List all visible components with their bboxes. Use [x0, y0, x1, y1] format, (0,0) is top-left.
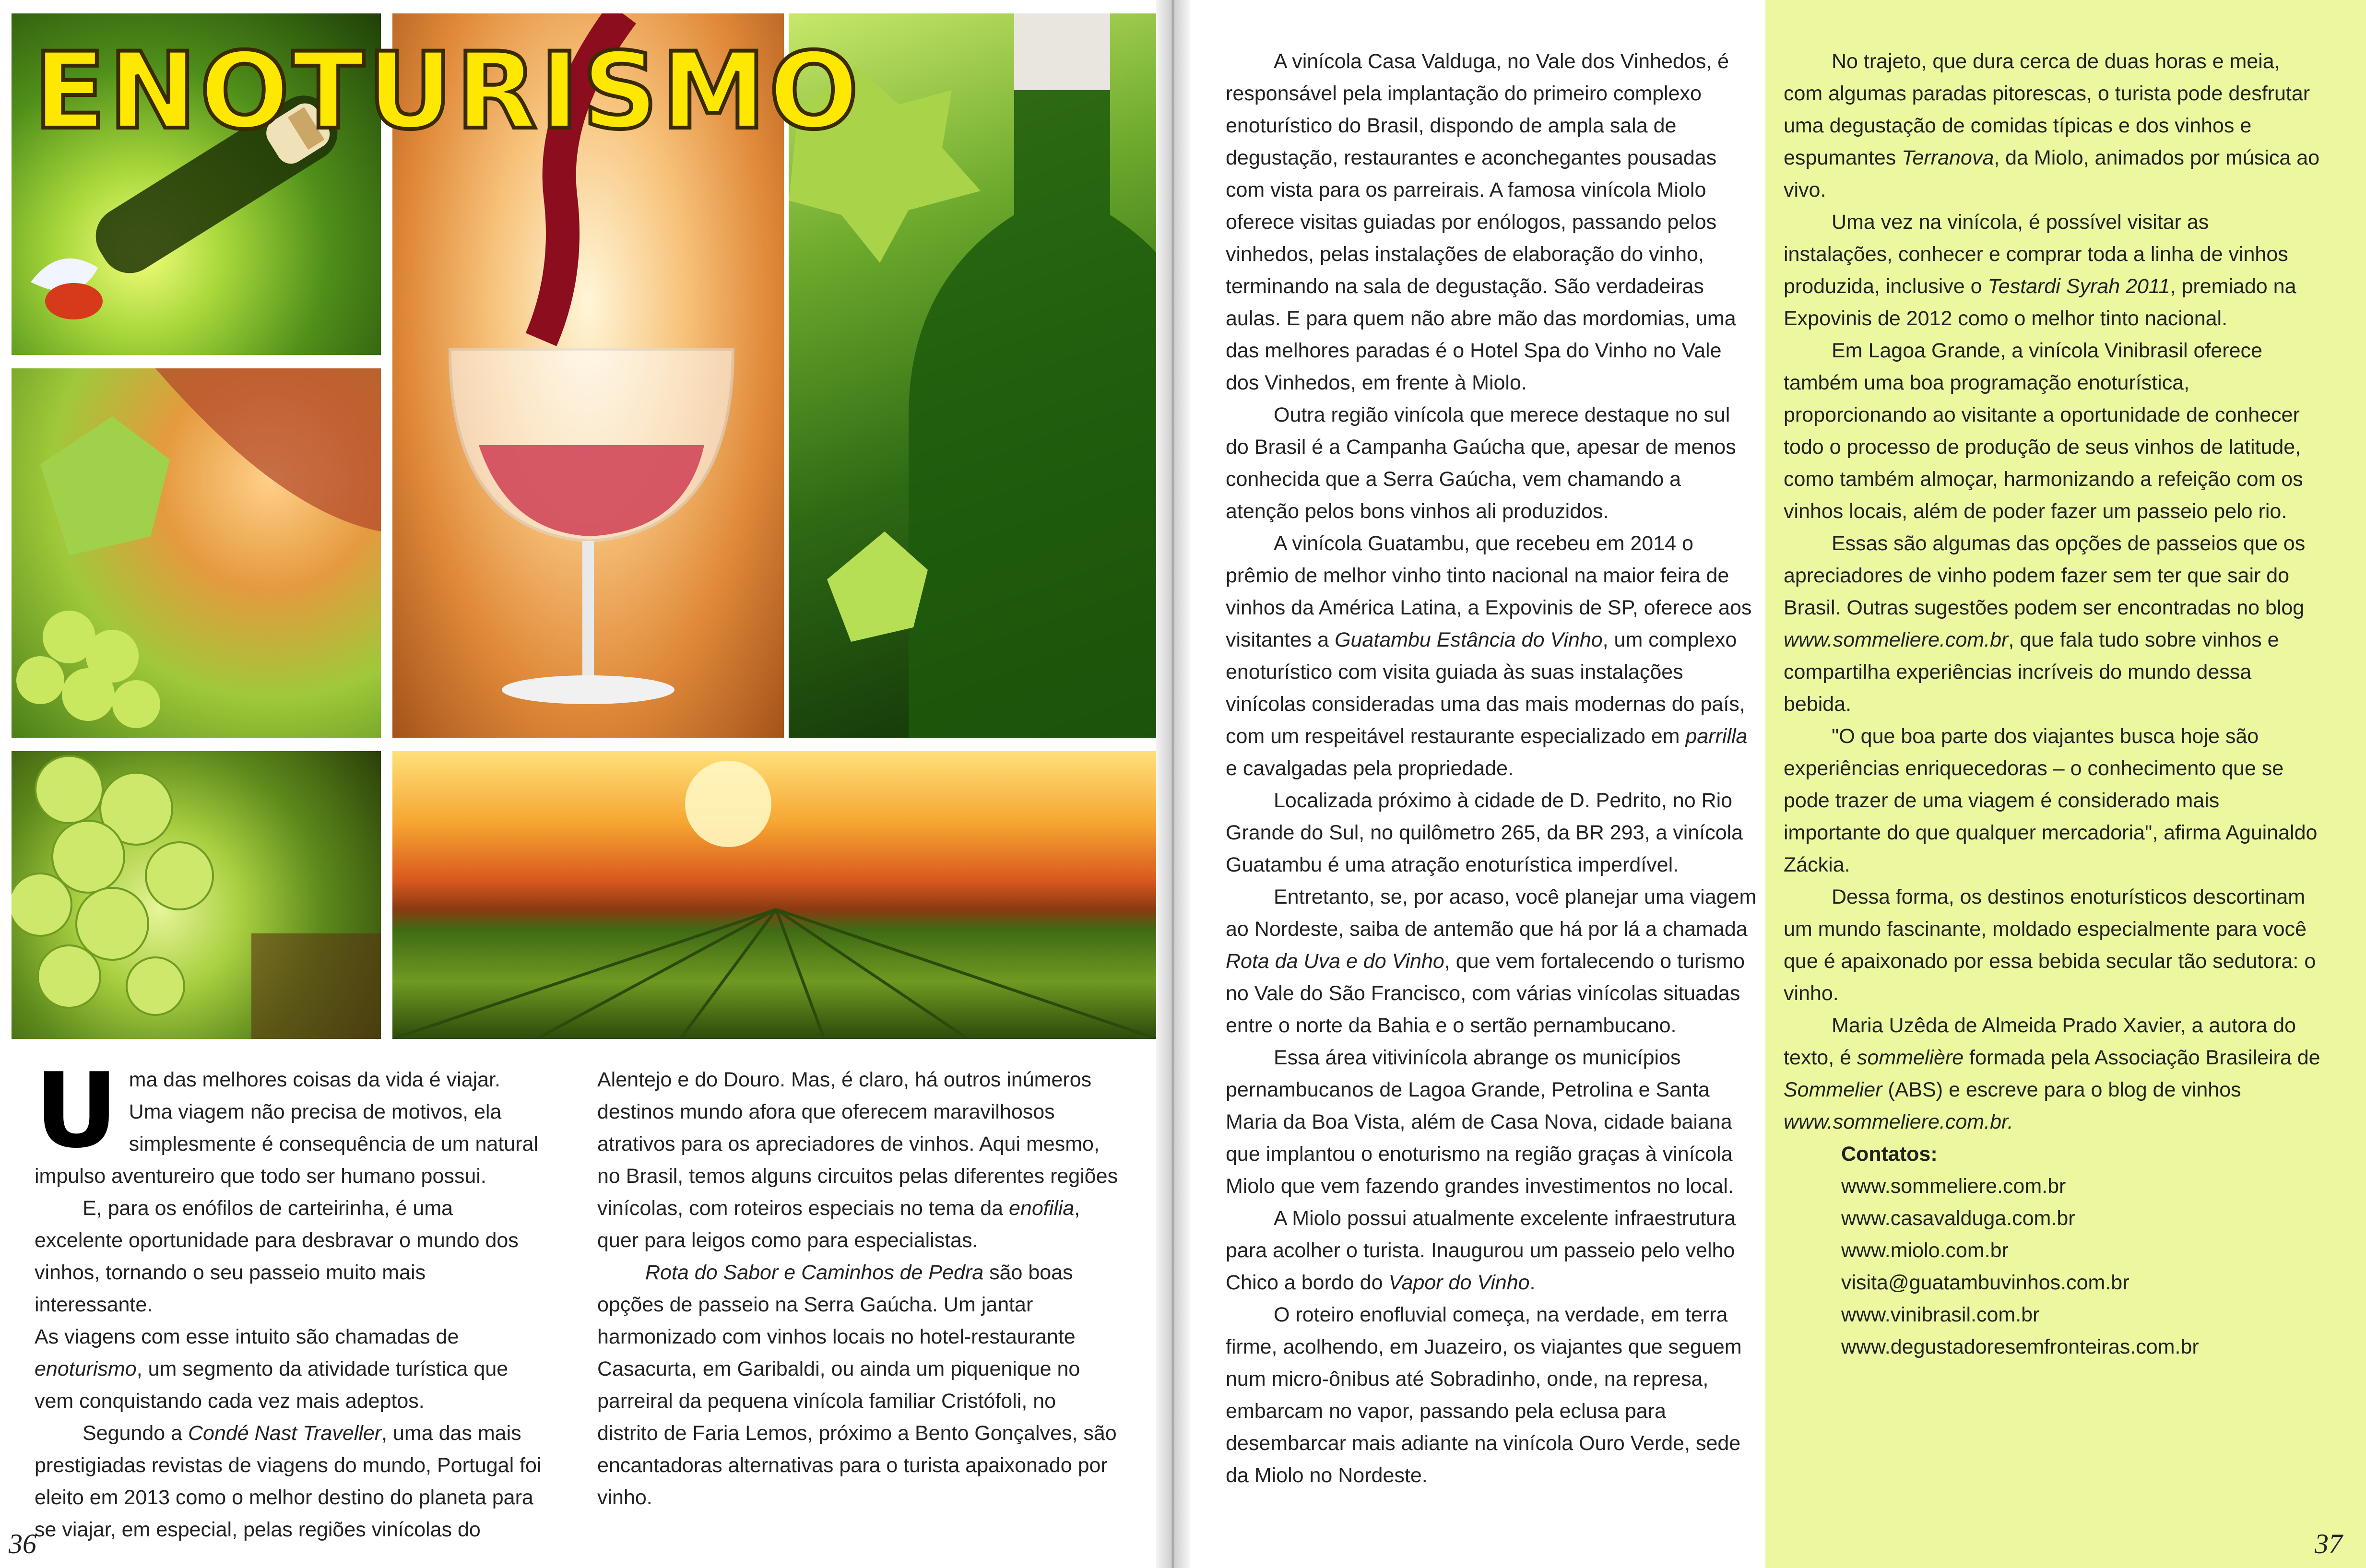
paragraph: Uma vez na vinícola, é possível visitar as instalações, conhecer e comprar toda a linha de vinhos produzida, inclusive o Testardi Syrah 2011, premiado na Expovinis de 2012 como o melhor tinto nacional.: [1784, 211, 2296, 330]
right-column-1: [1226, 46, 1758, 1492]
paragraph: Alentejo e do Douro. Mas, é claro, há outros inúmeros destinos mundo afora que oferecem maravilhosos atrativos para os apreciadores de vinhos. Aqui mesmo, no Brasil, temos alguns circuitos pelas diferentes regiões vinícolas, com roteiros especiais no tema da enofilia, quer para leigos como para especialistas.: [597, 1068, 1118, 1252]
page-gutter: [1156, 0, 1190, 1568]
contact-link[interactable]: www.casavalduga.com.br: [1841, 1207, 2075, 1230]
paragraph: A vinícola Guatambu, que recebeu em 2014 o prêmio de melhor vinho tinto nacional na maior feira de vinhos da América Latina, a Expovinis de SP, oferece aos visitantes a Guatambu Estância do Vinho, um complexo enoturístico com visita guiada às suas instalações vinícolas consideradas uma das mais modernas do país, com um respeitável restaurante especializado em parrilla e cavalgadas pela propriedade.: [1226, 532, 1752, 780]
paragraph: A vinícola Casa Valduga, no Vale dos Vinhedos, é responsável pela implantação do primeiro complexo enoturístico do Brasil, dispondo de ampla sala de degustação, restaurantes e aconchegantes pousadas com vista para os parreirais. A famosa vinícola Miolo oferece visitas guiadas por enólogos, passando pelos vinhedos, pelas instalações de elaboração do vinho, terminando na sala de degustação. São verdadeiras aulas. E para quem não abre mão das mordomias, uma das melhores paradas é o Hotel Spa do Vinho no Vale dos Vinhedos, em frente à Miolo.: [1226, 50, 1736, 394]
paragraph: Essas são algumas das opções de passeios que os apreciadores de vinho podem fazer sem ter que sair do Brasil. Outras sugestões podem ser encontradas no blog www.sommeliere.com.br, que fala tudo sobre vinhos e compartilha experiências incríveis do mundo dessa bebida.: [1784, 532, 2306, 716]
paragraph: E, para os enófilos de carteirinha, é uma excelente oportunidade para desbravar o mundo dos vinhos, tornando o seu passeio muito mais interessante.: [35, 1197, 519, 1316]
paragraph: Dessa forma, os destinos enoturísticos descortinam um mundo fascinante, moldado especialmente para você que é apaixonado por essa bebida secular tão sedutora: o vinho.: [1784, 885, 2316, 1005]
page-number-left: 36: [9, 1528, 36, 1559]
vineyard-sunset-photo: [392, 751, 1157, 1039]
contact-link[interactable]: www.vinibrasil.com.br: [1841, 1303, 2040, 1326]
paragraph: Segundo a Condé Nast Traveller, uma das mais prestigiadas revistas de viagens do mundo, Portugal foi eleito em 2013 como o melhor destino do planeta para se viajar, em especial, pelas regiões vinícolas do: [35, 1422, 542, 1541]
paragraph: Em Lagoa Grande, a vinícola Vinibrasil oferece também uma boa programação enoturística, proporcionando ao visitante a oportunidade de conhecer todo o processo de produção de seus vinhos de latitude, como também almoçar, harmonizando a refeição com os vinhos locais, além de poder fazer um passeio pelo rio.: [1784, 339, 2303, 523]
article-title: ENOTURISMO: [34, 30, 862, 153]
paragraph: ma das melhores coisas da vida é viajar. Uma viagem não precisa de motivos, ela simplesmente é consequência de um natural impulso aventureiro que todo ser humano possui.: [35, 1068, 538, 1188]
contact-link[interactable]: www.degustadoresemfronteiras.com.br: [1841, 1335, 2199, 1358]
left-page: [0, 0, 1171, 1568]
green-grapes-photo: [12, 751, 381, 1039]
paragraph: No trajeto, que dura cerca de duas horas e meia, com algumas paradas pitorescas, o turista pode desfrutar uma degustação de comidas típicas e dos vinhos e espumantes Terranova, da Miolo, animados por música ao vivo.: [1784, 50, 2320, 201]
paragraph: "O que boa parte dos viajantes busca hoje são experiências enriquecedoras – o conhecimento que se pode trazer de uma viagem é considerado mais importante do que qualquer mercadoria", afirma Aguinaldo Záckia.: [1784, 725, 2318, 876]
contact-link[interactable]: www.sommeliere.com.br: [1841, 1175, 2066, 1198]
contacts-title: Contatos:: [1841, 1143, 1938, 1166]
drop-cap: U: [35, 1050, 118, 1171]
paragraph: Outra região vinícola que merece destaque no sul do Brasil é a Campanha Gaúcha que, apesar de menos conhecida que a Serra Gaúcha, vem chamando a atenção pelos bons vinhos ali produzidos.: [1226, 403, 1736, 523]
paragraph: A Miolo possui atualmente excelente infraestrutura para acolher o turista. Inaugurou um passeio pelo velho Chico a bordo do Vapor do Vinho.: [1226, 1207, 1736, 1294]
paragraph: Rota do Sabor e Caminhos de Pedra são boas opções de passeio na Serra Gaúcha. Um jantar harmonizado com vinhos locais no hotel-restaurante Casacurta, em Garibaldi, ou ainda um piquenique no parreiral da pequena vinícola familiar Cristófoli, no distrito de Faria Lemos, próximo a Bento Gonçalves, são encantadoras alternativas para o turista apaixonado por vinho.: [597, 1261, 1117, 1509]
paragraph: O roteiro enofluvial começa, na verdade, em terra firme, acolhendo, em Juazeiro, os viajantes que seguem num micro-ônibus até Sobradinho, onde, na represa, embarcam no vapor, passando pela eclusa para desembarcar mais adiante na vinícola Ouro Verde, sede da Miolo no Nordeste.: [1226, 1303, 1742, 1487]
left-column-2: [597, 1064, 1120, 1514]
paragraph: Localizada próximo à cidade de D. Pedrito, no Rio Grande do Sul, no quilômetro 265, da BR 293, a vinícola Guatambu é uma atração enoturística imperdível.: [1226, 789, 1743, 876]
contact-email[interactable]: visita@guatambuvinhos.com.br: [1841, 1271, 2129, 1294]
page-number-right: 37: [2315, 1528, 2342, 1559]
paragraph: As viagens com esse intuito são chamadas de enoturismo, um segmento da atividade turística que vem conquistando cada vez mais adeptos.: [35, 1325, 509, 1413]
paragraph: Entretanto, se, por acaso, você planejar uma viagem ao Nordeste, saiba de antemão que há por lá a chamada Rota da Uva e do Vinho, que vem fortalecendo o turismo no Vale do São Francisco, com várias vinícolas situadas entre o norte da Bahia e o sertão pernambucano.: [1226, 885, 1757, 1037]
grapes-barrel-photo: [12, 368, 381, 738]
paragraph: Essa área vitivinícola abrange os municípios pernambucanos de Lagoa Grande, Petrolina e Santa Maria da Boa Vista, além de Casa Nova, cidade baiana que implantou o enoturismo na região graças à vinícola Miolo que vem fazendo grandes investimentos no local.: [1226, 1046, 1734, 1198]
right-column-2: [1784, 46, 2321, 1363]
paragraph: Maria Uzêda de Almeida Prado Xavier, a autora do texto, é sommelière formada pela Associação Brasileira de Sommelier (ABS) e escreve para o blog de vinhos www.sommeliere.com.br.: [1784, 1014, 2320, 1133]
contact-link[interactable]: www.miolo.com.br: [1841, 1239, 2009, 1262]
left-column-1: [35, 1050, 543, 1546]
